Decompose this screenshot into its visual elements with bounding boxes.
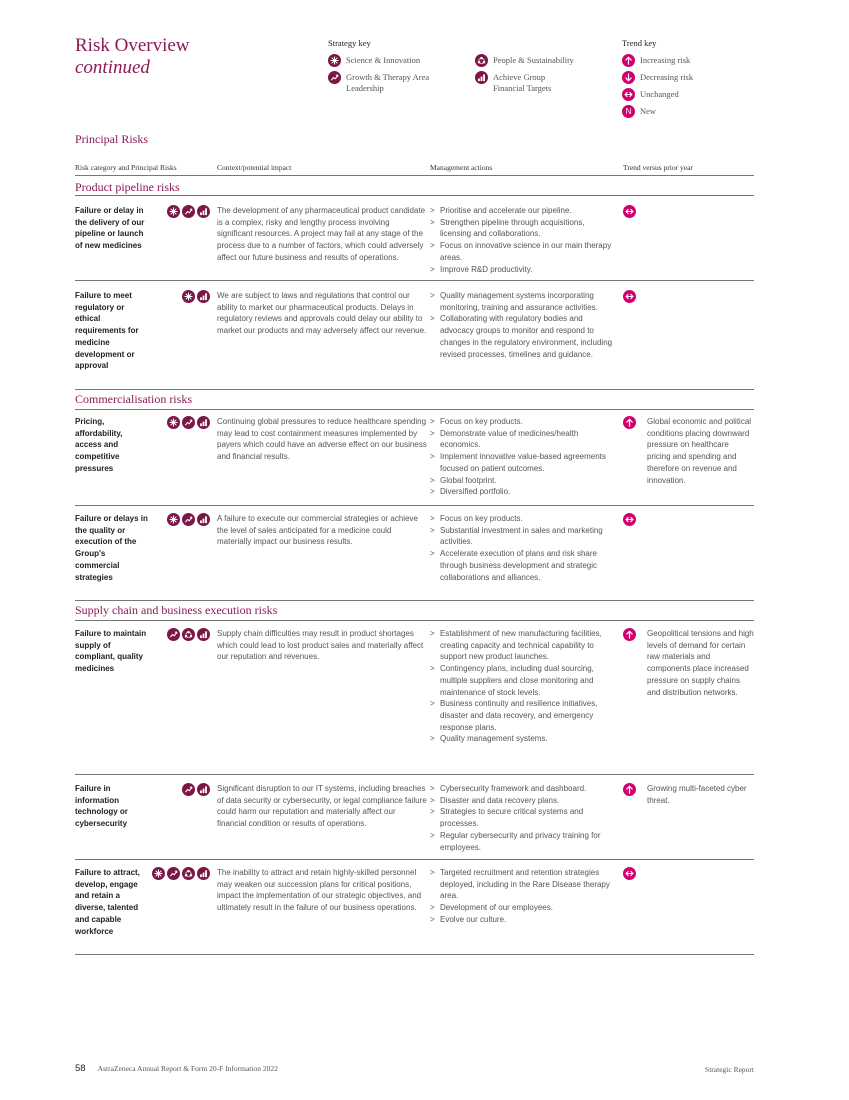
management-action: > Strengthen pipeline through acquisitions, licensing and collaborations. [430, 217, 615, 240]
unchanged-icon [623, 867, 636, 880]
strategy-key-financial [475, 71, 551, 94]
increasing-risk-icon [622, 54, 635, 67]
decreasing-risk-icon [622, 71, 635, 84]
management-actions [430, 867, 615, 926]
column-header-trend: Trend versus prior year [623, 163, 693, 172]
divider [75, 600, 754, 601]
trend-key-increasing [622, 54, 690, 67]
increasing-risk-icon [623, 628, 636, 641]
row-divider [75, 774, 754, 775]
management-actions [430, 783, 615, 853]
trend-key-new [622, 105, 656, 118]
divider [75, 389, 754, 390]
publication-name: AstraZeneca Annual Report & Form 20-F Information 2022 [97, 1064, 278, 1073]
people-sustainability-icon [182, 867, 195, 880]
trend-key-label: Increasing risk [640, 55, 691, 65]
people-sustainability-icon [182, 628, 195, 641]
strategy-icons [182, 783, 210, 796]
financial-targets-icon [475, 71, 488, 84]
management-action: > Accelerate execution of plans and risk share through business development and strategic collaborations and alliances. [430, 548, 615, 583]
science-innovation-icon [167, 416, 180, 429]
context-impact: Significant disruption to our IT systems, including breaches of data security or cybersecurity, or legal compliance failure could harm our reputation and materially affect our financial condition or results of operations. [217, 784, 427, 829]
management-action: > Establishment of new manufacturing facilities, creating capacity and technical capability to support new product launches. [430, 628, 615, 663]
context-impact: We are subject to laws and regulations that control our ability to market our pharmaceutical products. Delays in regulatory reviews and approvals could delay our ability to market our products and may adversely affect our revenue. [217, 291, 427, 336]
management-actions [430, 290, 615, 360]
management-action: > Demonstrate value of medicines/health economics. [430, 428, 615, 451]
management-actions [430, 628, 615, 745]
divider [75, 175, 754, 176]
strategy-key-label-line1: Growth & Therapy Area [346, 72, 430, 82]
growth-therapy-icon [328, 71, 341, 84]
strategy-icons [167, 416, 210, 429]
strategy-key-heading: Strategy key [328, 38, 371, 48]
financial-targets-icon [197, 783, 210, 796]
management-action: > Targeted recruitment and retention strategies deployed, including in the Rare Disease therapy area. [430, 867, 615, 902]
trend-key-decreasing [622, 71, 693, 84]
management-action: > Business continuity and resilience initiatives, disaster and data recovery, and emergency response plans. [430, 698, 615, 733]
trend-note: Growing multi-faceted cyber threat. [647, 784, 747, 805]
strategy-key-people [475, 54, 574, 67]
increasing-risk-icon [623, 783, 636, 796]
strategy-key-label-line2: Financial Targets [493, 83, 552, 93]
science-innovation-icon [167, 205, 180, 218]
management-action: > Implement innovative value-based agreements focused on patient outcomes. [430, 451, 615, 474]
strategy-key-label: Science & Innovation [346, 55, 421, 65]
table-column-headers [75, 163, 754, 175]
management-action: > Regular cybersecurity and privacy training for employees. [430, 830, 615, 853]
trend-note: Global economic and political conditions placing downward pressure on healthcare pricing and spending and therefore on revenue and innovation. [647, 417, 752, 485]
management-action: > Disaster and data recovery plans. [430, 795, 615, 807]
strategy-icons [182, 290, 210, 303]
management-action: > Evolve our culture. [430, 914, 615, 926]
column-header-context: Context/potential impact [217, 163, 292, 172]
divider [75, 195, 754, 196]
unchanged-icon [623, 513, 636, 526]
section-heading: Product pipeline risks [75, 180, 180, 194]
management-action: > Quality management systems. [430, 733, 615, 745]
trend-key-heading: Trend key [622, 38, 657, 48]
section-heading: Commercialisation risks [75, 392, 192, 406]
page-title [75, 35, 190, 79]
row-divider [75, 954, 754, 955]
page-number: 58 [75, 1063, 86, 1074]
strategy-key-label-line1: Achieve Group [493, 72, 546, 82]
growth-therapy-icon [182, 513, 195, 526]
row-divider [75, 280, 754, 281]
growth-therapy-icon [167, 628, 180, 641]
management-action: > Collaborating with regulatory bodies and advocacy groups to monitor and respond to changes in the regulatory environment, including revised processes, timelines and guidance. [430, 313, 615, 360]
growth-therapy-icon [182, 783, 195, 796]
management-action: > Contingency plans, including dual sourcing, multiple suppliers and close monitoring and maintenance of stock levels. [430, 663, 615, 698]
increasing-risk-icon [623, 416, 636, 429]
management-action: > Prioritise and accelerate our pipeline. [430, 205, 615, 217]
strategy-key-label: People & Sustainability [493, 55, 574, 65]
people-sustainability-icon [475, 54, 488, 67]
management-actions [430, 205, 615, 275]
context-impact: Continuing global pressures to reduce healthcare spending may lead to cost containment measures implemented by payers which could have an adverse effect on our business and financial results. [217, 417, 427, 462]
context-impact: Supply chain difficulties may result in product shortages which could lead to lost product sales and materially affect our reputation and revenues. [217, 629, 424, 662]
science-innovation-icon [152, 867, 165, 880]
science-innovation-icon [182, 290, 195, 303]
management-action: > Substantial investment in sales and marketing activities. [430, 525, 615, 548]
section-heading: Supply chain and business execution risks [75, 603, 278, 617]
science-innovation-icon [328, 54, 341, 67]
management-action: > Global footprint. [430, 475, 615, 487]
unchanged-icon [623, 205, 636, 218]
management-action: > Focus on key products. [430, 513, 615, 525]
title-continued: continued [75, 57, 150, 78]
trend-key-label: New [640, 106, 657, 116]
risk-category: Failure or delay in the delivery of our pipeline or launch of new medicines [75, 206, 145, 251]
management-actions [430, 513, 615, 583]
trend-note: Geopolitical tensions and high levels of demand for certain raw materials and components place increased pressure on supply chains and distribution networks. [647, 629, 754, 697]
growth-therapy-icon [167, 867, 180, 880]
growth-therapy-icon [182, 416, 195, 429]
management-action: > Focus on key products. [430, 416, 615, 428]
strategy-key-growth [328, 71, 429, 94]
management-action: > Improve R&D productivity. [430, 264, 615, 276]
principal-risks-heading: Principal Risks [75, 132, 149, 146]
financial-targets-icon [197, 628, 210, 641]
strategy-icons [167, 513, 210, 526]
management-action: > Focus on innovative science in our main therapy areas. [430, 240, 615, 263]
management-action: > Diversified portfolio. [430, 486, 615, 498]
risk-category: Failure to attract, develop, engage and retain a diverse, talented and capable workforce [75, 868, 140, 936]
strategy-icons [167, 205, 210, 218]
growth-therapy-icon [182, 205, 195, 218]
management-action: > Strategies to secure critical systems and processes. [430, 806, 615, 829]
management-actions [430, 416, 615, 498]
divider [75, 409, 754, 410]
page-footer [75, 1063, 754, 1074]
strategy-icons [167, 628, 210, 641]
new-icon: N [622, 105, 635, 118]
risk-category: Failure in information technology or cybersecurity [75, 784, 128, 829]
science-innovation-icon [167, 513, 180, 526]
strategy-key-label-line2: Leadership [346, 83, 384, 93]
trend-key-unchanged [622, 88, 679, 101]
risk-category: Failure to maintain supply of compliant, quality medicines [75, 629, 147, 674]
column-header-category: Risk category and Principal Risks [75, 163, 177, 172]
financial-targets-icon [197, 205, 210, 218]
management-action: > Quality management systems incorporating monitoring, training and assurance activities. [430, 290, 615, 313]
context-impact: A failure to execute our commercial strategies or achieve the level of sales anticipated for a medicine could materially impact our business results. [217, 514, 418, 547]
financial-targets-icon [197, 290, 210, 303]
financial-targets-icon [197, 513, 210, 526]
trend-key-label: Unchanged [640, 89, 679, 99]
strategy-icons [152, 867, 210, 880]
row-divider [75, 859, 754, 860]
risk-category: Pricing, affordability, access and competitive pressures [75, 417, 123, 473]
context-impact: The inability to attract and retain highly-skilled personnel may weaken our succession plans for critical positions, impact the implementation of our strategic objectives, and ultimately result in the failure of our business operations. [217, 868, 422, 913]
strategy-key-science [328, 54, 420, 67]
risk-category: Failure to meet regulatory or ethical requirements for medicine development or approval [75, 291, 139, 371]
financial-targets-icon [197, 416, 210, 429]
row-divider [75, 505, 754, 506]
management-action: > Development of our employees. [430, 902, 615, 914]
unchanged-icon [623, 290, 636, 303]
column-header-management: Management actions [430, 163, 493, 172]
trend-key-label: Decreasing risk [640, 72, 694, 82]
report-section: Strategic Report [705, 1065, 754, 1074]
unchanged-icon [622, 88, 635, 101]
divider [75, 620, 754, 621]
financial-targets-icon [197, 867, 210, 880]
risk-category: Failure or delays in the quality or execution of the Group's commercial strategies [75, 514, 148, 582]
title-main: Risk Overview [75, 35, 190, 56]
context-impact: The development of any pharmaceutical product candidate is a complex, risky and lengthy process involving significant resources. A project may fail at any stage of the process due to a number of factors, which could adversely affect our future business and results of operations. [217, 206, 426, 262]
management-action: > Cybersecurity framework and dashboard. [430, 783, 615, 795]
